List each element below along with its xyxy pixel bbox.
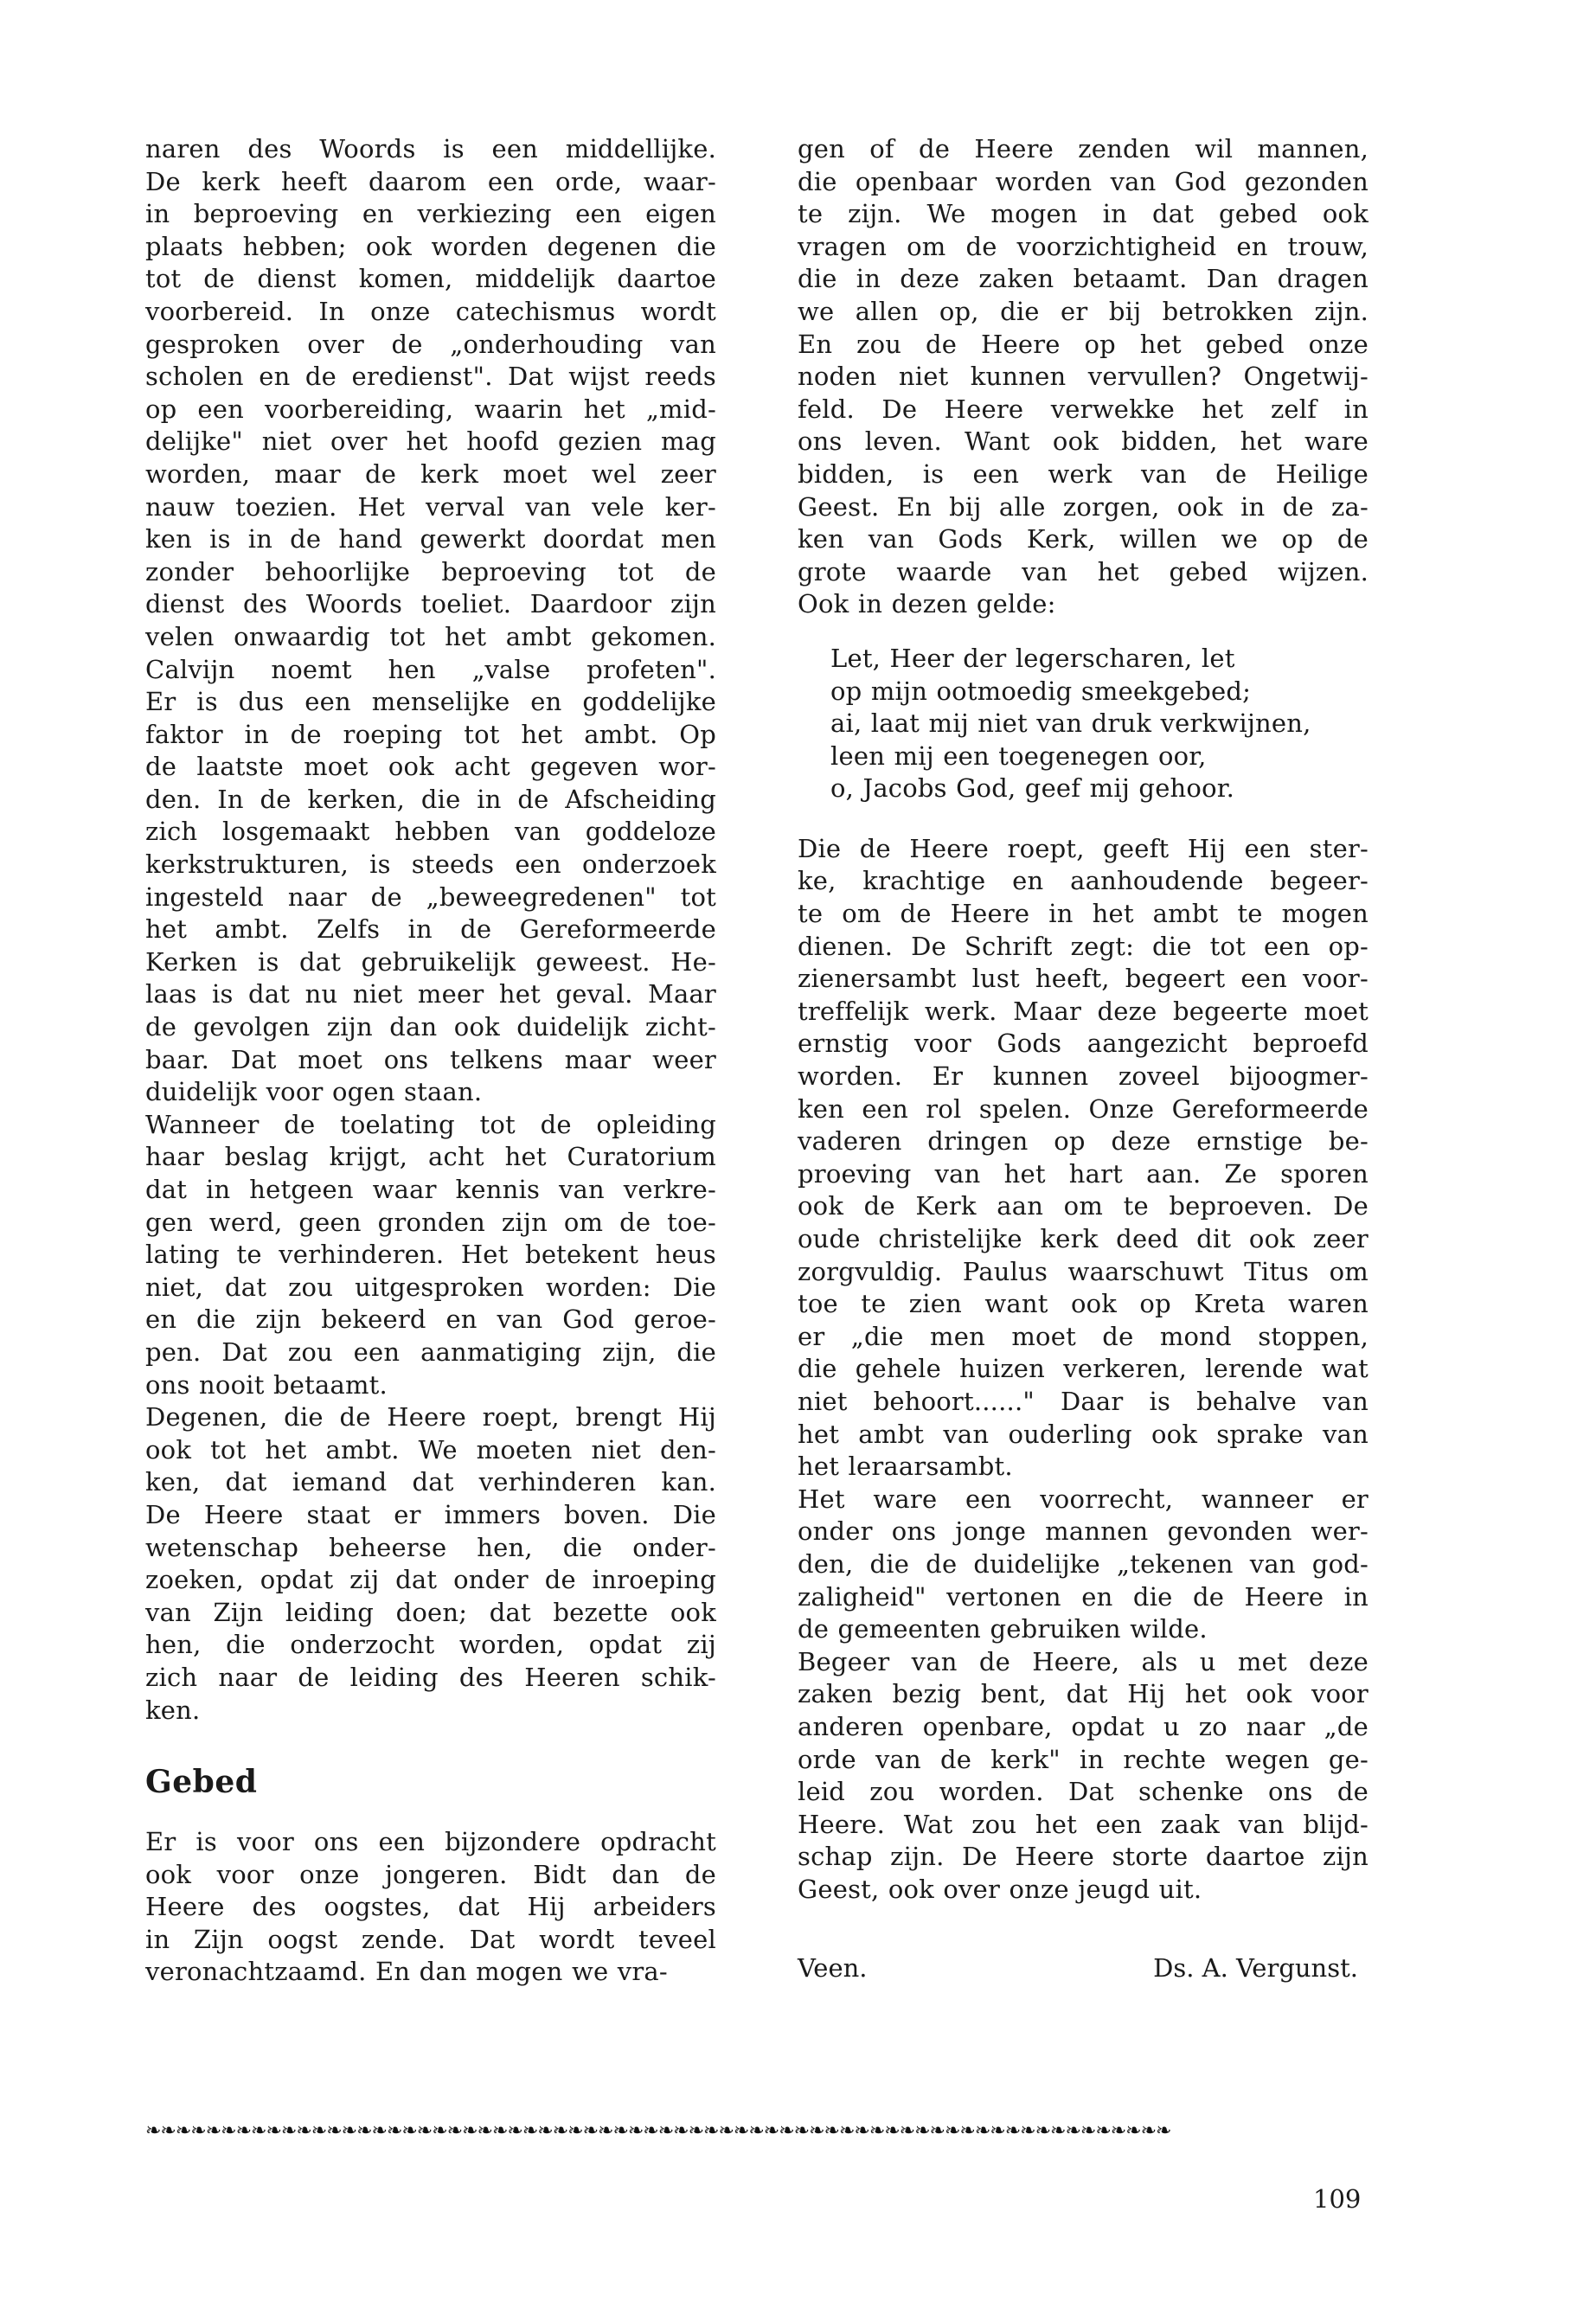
text-line: leid zou worden. Dat schenke ons de: [798, 1777, 1368, 1807]
text-line: faktor in de roeping tot het ambt. Op: [145, 719, 716, 749]
text-line: ons nooit betaamt.: [145, 1369, 388, 1400]
text-line: den. In de kerken, die in de Afscheiding: [145, 784, 716, 814]
text-line: velen onwaardig tot het ambt gekomen.: [145, 621, 716, 651]
text-line: leen mij een toegenegen oor,: [830, 740, 1207, 771]
text-line: baar. Dat moet ons telkens maar weer: [145, 1044, 716, 1074]
text-line: kerkstrukturen, is steeds een onderzoek: [145, 849, 716, 880]
text-line: gen of de Heere zenden wil mannen,: [798, 134, 1368, 163]
text-line: Heere des oogstes, dat Hij arbeiders: [145, 1892, 716, 1922]
text-line: ook de Kerk aan om te beproeven. De: [798, 1191, 1368, 1221]
text-line: zich naar de leiding des Heeren schik-: [145, 1662, 716, 1692]
text-line: zich losgemaakt hebben van goddeloze: [145, 817, 716, 847]
text-line: lating te verhinderen. Het betekent heus: [145, 1240, 716, 1270]
text-line: noden niet kunnen vervullen? Ongetwij-: [798, 362, 1368, 392]
text-line: er „die men moet de mond stoppen,: [798, 1321, 1368, 1351]
text-line: gesproken over de „onderhouding van: [145, 329, 716, 359]
text-line: te zijn. We mogen in dat gebed ook: [798, 199, 1368, 229]
text-line: op mijn ootmoedig smeekgebed;: [830, 676, 1252, 706]
right-paragraph-3: [798, 1484, 1368, 1646]
text-line: En zou de Heere op het gebed onze: [798, 329, 1368, 359]
text-line: te om de Heere in het ambt te mogen: [798, 899, 1368, 929]
psalm-quote: [798, 643, 1368, 805]
text-line: die gehele huizen verkeren, lerende wat: [798, 1354, 1368, 1384]
text-line: gen werd, geen gronden zijn om de toe-: [145, 1207, 716, 1237]
text-line: onder ons jonge mannen gevonden wer-: [798, 1516, 1368, 1547]
text-line: dienen. De Schrift zegt: die tot een op-: [798, 931, 1368, 961]
text-line: ken van Gods Kerk, willen we op de: [798, 524, 1368, 554]
text-line: zonder behoorlijke beproeving tot de: [145, 556, 716, 586]
text-line: treffelijk werk. Maar deze begeerte moet: [798, 996, 1368, 1026]
text-line: ken een rol spelen. Onze Gereformeerde: [798, 1093, 1368, 1124]
text-line: scholen en de eredienst". Dat wijst reeds: [145, 362, 716, 392]
text-line: tot de dienst komen, middelijk daartoe: [145, 264, 716, 294]
text-line: vragen om de voorzichtigheid en trouw,: [798, 231, 1368, 261]
text-line: naren des Woords is een middellijke.: [145, 134, 716, 163]
text-line: het ambt van ouderling ook sprake van: [798, 1419, 1368, 1449]
right-paragraph-1: [798, 133, 1368, 621]
text-line: Let, Heer der legerscharen, let: [830, 643, 1235, 673]
text-line: in Zijn oogst zende. Dat wordt teveel: [145, 1924, 716, 1954]
text-line: veronachtzaamd. En dan mogen we vra-: [145, 1957, 668, 1987]
text-line: Geest. En bij alle zorgen, ook in de za-: [798, 491, 1368, 522]
text-line: Die de Heere roept, geeft Hij een ster-: [798, 833, 1368, 863]
text-line: zaligheid" vertonen en die de Heere in: [798, 1581, 1368, 1612]
text-line: ai, laat mij niet van druk verkwijnen,: [830, 708, 1311, 739]
left-column: [145, 133, 716, 1989]
section-heading-gebed: Gebed: [145, 1764, 258, 1801]
text-line: delijke" niet over het hoofd gezien mag: [145, 426, 716, 457]
text-line: het leraarsambt.: [798, 1452, 1013, 1482]
text-line: dienst des Woords toeliet. Daardoor zijn: [145, 589, 716, 619]
decorative-divider: ❧❧❧❧❧❧❧❧❧❧❧❧❧❧❧❧❧❧❧❧❧❧❧❧❧❧❧❧❧❧❧❧❧❧❧❧❧❧❧❧❧❧❧❧❧❧❧❧❧❧❧❧❧❧❧❧❧❧❧❧❧❧❧❧❧❧❧❧: [145, 2121, 1171, 2142]
text-line: anderen openbare, opdat u zo naar „de: [798, 1711, 1368, 1741]
signature-author: Ds. A. Vergunst.: [1153, 1953, 1358, 1984]
text-line: proeving van het hart aan. Ze sporen: [798, 1158, 1368, 1189]
text-line: orde van de kerk" in rechte wegen ge-: [798, 1744, 1368, 1774]
text-line: Wanneer de toelating tot de opleiding: [145, 1109, 716, 1139]
text-line: zorgvuldig. Paulus waarschuwt Titus om: [798, 1256, 1368, 1286]
text-line: o, Jacobs God, geef mij gehoor.: [830, 773, 1235, 804]
left-paragraph-2: [145, 1109, 716, 1401]
text-line: ken, dat iemand dat verhinderen kan.: [145, 1467, 716, 1497]
text-line: bidden, is een werk van de Heilige: [798, 458, 1368, 489]
text-line: laas is dat nu niet meer het geval. Maar: [145, 979, 716, 1009]
text-line: den, die de duidelijke „tekenen van god-: [798, 1548, 1368, 1579]
text-line: De Heere staat er immers boven. Die: [145, 1499, 716, 1529]
text-line: ken.: [145, 1695, 201, 1725]
text-line: dat in hetgeen waar kennis van verkre-: [145, 1175, 716, 1204]
text-line: grote waarde van het gebed wijzen.: [798, 556, 1368, 586]
text-line: voorbereid. In onze catechismus wordt: [145, 296, 716, 326]
text-line: wetenschap beheerse hen, die onder-: [145, 1532, 716, 1562]
text-line: Begeer van de Heere, als u met deze: [798, 1646, 1368, 1676]
text-line: op een voorbereiding, waarin het „mid-: [145, 394, 716, 424]
text-line: ingesteld naar de „beweegredenen" tot: [145, 881, 716, 912]
text-line: duidelijk voor ogen staan.: [145, 1077, 483, 1107]
text-line: plaats hebben; ook worden degenen die: [145, 231, 716, 261]
text-line: feld. De Heere verwekke het zelf in: [798, 394, 1368, 424]
text-line: worden, maar de kerk moet wel zeer: [145, 458, 716, 489]
text-line: en die zijn bekeerd en van God geroe-: [145, 1304, 716, 1335]
text-line: ken is in de hand gewerkt doordat men: [145, 524, 716, 554]
page-number: 109: [1313, 2184, 1362, 2214]
text-line: zaken bezig bent, dat Hij het ook voor: [798, 1679, 1368, 1709]
text-line: Degenen, die de Heere roept, brengt Hij: [145, 1402, 716, 1433]
text-line: hen, die onderzocht worden, opdat zij: [145, 1630, 716, 1660]
text-line: ook tot het ambt. We moeten niet den-: [145, 1434, 716, 1465]
text-line: ook voor onze jongeren. Bidt dan de: [145, 1859, 716, 1889]
text-line: Er is voor ons een bijzondere opdracht: [145, 1827, 716, 1857]
text-line: ernstig voor Gods aangezicht beproefd: [798, 1029, 1368, 1059]
left-paragraph-3: [145, 1401, 716, 1727]
text-line: de gevolgen zijn dan ook duidelijk zicht-: [145, 1012, 716, 1042]
text-line: schap zijn. De Heere storte daartoe zijn: [798, 1842, 1368, 1872]
text-line: Calvijn noemt hen „valse profeten".: [145, 654, 716, 684]
text-line: de gemeenten gebruiken wilde.: [798, 1614, 1208, 1644]
text-line: Er is dus een menselijke en goddelijke: [145, 687, 716, 717]
text-line: nauw toezien. Het verval van vele ker-: [145, 491, 716, 522]
left-paragraph-1: [145, 133, 716, 1109]
text-line: zienersambt lust heeft, begeert een voor-: [798, 964, 1368, 994]
text-line: De kerk heeft daarom een orde, waar-: [145, 166, 716, 196]
text-line: Geest, ook over onze jeugd uit.: [798, 1874, 1202, 1904]
text-line: in beproeving en verkiezing een eigen: [145, 199, 716, 229]
text-line: Kerken is dat gebruikelijk geweest. He-: [145, 946, 716, 977]
text-line: de laatste moet ook acht gegeven wor-: [145, 752, 716, 782]
text-line: die in deze zaken betaamt. Dan dragen: [798, 264, 1368, 294]
text-line: haar beslag krijgt, acht het Curatorium: [145, 1142, 716, 1172]
left-paragraph-4: [145, 1826, 716, 1989]
text-line: ons leven. Want ook bidden, het ware: [798, 426, 1368, 457]
text-line: pen. Dat zou een aanmatiging zijn, die: [145, 1336, 716, 1367]
text-line: vaderen dringen op deze ernstige be-: [798, 1126, 1368, 1157]
text-line: Heere. Wat zou het een zaak van blijd-: [798, 1809, 1368, 1839]
text-line: van Zijn leiding doen; dat bezette ook: [145, 1597, 716, 1627]
text-line: niet behoort......" Daar is behalve van: [798, 1386, 1368, 1416]
text-line: die openbaar worden van God gezonden: [798, 166, 1368, 196]
text-line: oude christelijke kerk deed dit ook zeer: [798, 1224, 1368, 1253]
text-line: toe te zien want ook op Kreta waren: [798, 1289, 1368, 1319]
text-line: Ook in dezen gelde:: [798, 589, 1056, 619]
right-column: [798, 133, 1368, 1985]
right-paragraph-2: [798, 833, 1368, 1484]
text-line: worden. Er kunnen zoveel bijoogmer-: [798, 1061, 1368, 1092]
signature-place: Veen.: [798, 1953, 868, 1984]
text-line: niet, dat zou uitgesproken worden: Die: [145, 1272, 716, 1302]
text-line: zoeken, opdat zij dat onder de inroeping: [145, 1565, 716, 1595]
text-line: Het ware een voorrecht, wanneer er: [798, 1484, 1368, 1514]
text-line: ke, krachtige en aanhoudende begeer-: [798, 866, 1368, 896]
signature: [798, 1952, 1358, 1985]
text-line: het ambt. Zelfs in de Gereformeerde: [145, 914, 716, 945]
right-paragraph-4: [798, 1646, 1368, 1907]
text-line: we allen op, die er bij betrokken zijn.: [798, 296, 1368, 326]
